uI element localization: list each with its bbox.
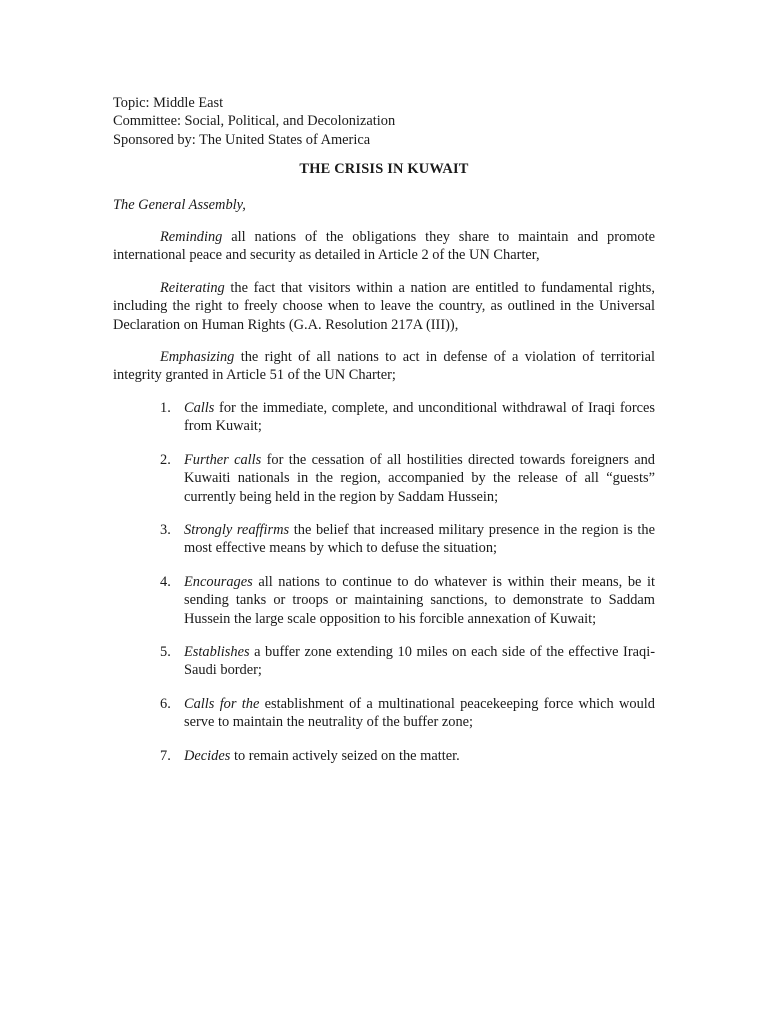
clause-number: 5. bbox=[160, 643, 171, 660]
resolution-header bbox=[113, 94, 655, 149]
general-assembly-line: The General Assembly, bbox=[113, 196, 246, 213]
committee-line: Committee: Social, Political, and Decolonization bbox=[113, 113, 396, 130]
preambulatory-clauses bbox=[113, 228, 655, 385]
clause-number: 1. bbox=[160, 399, 171, 416]
operative-clause bbox=[113, 747, 655, 765]
preamble-lead: Emphasizing bbox=[160, 349, 235, 366]
clause-number: 3. bbox=[160, 521, 171, 538]
operative-clause bbox=[113, 399, 655, 436]
preamble-clause bbox=[113, 279, 655, 334]
clause-text: the belief that increased military presence in the region is the most effective means by which to defuse the situation; bbox=[184, 521, 655, 557]
resolution-document bbox=[113, 94, 655, 780]
preamble-lead: Reiterating bbox=[160, 279, 225, 296]
clause-number: 6. bbox=[160, 695, 171, 712]
clause-number: 2. bbox=[160, 451, 171, 468]
topic-line: Topic: Middle East bbox=[113, 95, 224, 111]
clause-number: 7. bbox=[160, 747, 171, 764]
preamble-text: the fact that visitors within a nation are entitled to fundamental rights, including the right to freely choose when to leave the country, as outlined in the Universal Declaration on Human Rights (G.A. Resolution 217A (III)), bbox=[113, 279, 655, 333]
clause-text: a buffer zone extending 10 miles on each side of the effective Iraqi-Saudi border; bbox=[184, 643, 655, 679]
clause-text: all nations to continue to do whatever is within their means, be it sending tanks or troops or maintaining sanctions, to demonstrate to Saddam Hussein the large scale opposition to his forcible annexation of Kuwait; bbox=[184, 573, 655, 627]
clause-number: 4. bbox=[160, 573, 171, 590]
operative-clauses bbox=[113, 399, 655, 765]
clause-lead: Strongly reaffirms bbox=[184, 521, 290, 538]
operative-clause bbox=[113, 451, 655, 506]
resolution-title: THE CRISIS IN KUWAIT bbox=[299, 161, 469, 178]
preamble-clause bbox=[113, 228, 655, 265]
operative-clause bbox=[113, 521, 655, 558]
sponsor-line: Sponsored by: The United States of America bbox=[113, 131, 371, 148]
preamble-text: the right of all nations to act in defense of a violation of territorial integrity granted in Article 51 of the UN Charter; bbox=[113, 349, 655, 384]
clause-text: establishment of a multinational peacekeeping force which would serve to maintain the neutrality of the buffer zone; bbox=[184, 695, 656, 731]
preamble-text: all nations of the obligations they share to maintain and promote international peace and security as detailed in Article 2 of the UN Charter, bbox=[113, 229, 655, 264]
clause-lead: Further calls bbox=[184, 451, 262, 468]
preamble-clause bbox=[113, 348, 655, 385]
operative-clause bbox=[113, 643, 655, 680]
clause-lead: Encourages bbox=[184, 573, 253, 590]
operative-clause bbox=[113, 695, 655, 732]
clause-text: for the cessation of all hostilities directed towards foreigners and Kuwaiti nationals in the region, accompanied by the release of all “guests” currently being held in the region by Saddam Hussein; bbox=[184, 451, 655, 505]
preamble-lead: Reminding bbox=[160, 229, 223, 246]
clause-lead: Decides bbox=[184, 747, 231, 764]
clause-lead: Calls bbox=[184, 399, 215, 416]
clause-lead: Calls for the bbox=[184, 695, 260, 712]
clause-text: to remain actively seized on the matter. bbox=[230, 747, 460, 764]
operative-clause bbox=[113, 573, 655, 628]
clause-lead: Establishes bbox=[184, 643, 250, 660]
clause-text: for the immediate, complete, and unconditional withdrawal of Iraqi forces from Kuwait; bbox=[184, 399, 655, 435]
